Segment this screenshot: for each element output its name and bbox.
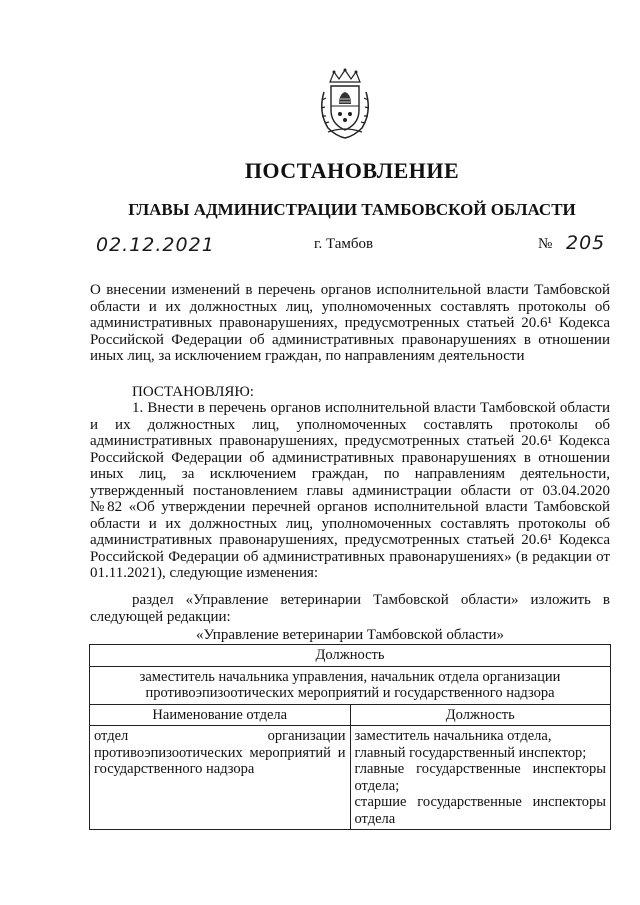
position-line: старшие государственные инспекторы отдела: [354, 794, 606, 827]
position-line: главный государственный инспектор;: [354, 744, 587, 761]
position-line: заместитель начальника отдела,: [354, 728, 552, 744]
handwritten-number: 205: [566, 232, 606, 254]
positions-table: [89, 644, 611, 830]
body-paragraph-1: 1. Внести в перечень органов исполнительной власти Тамбовской области и их должностных лиц, уполномоченных составлять протоколы об административных правонарушениях, предусмотренных статьей 20.6¹ Кодекса Российской Федерации об административных правонарушениях в отношении иных лиц, за исключением граждан, по направлениям деятельности, утвержденный постановлением главы администрации области от 03.04.2020 №82 «Об утверждении перечней органов исполнительной власти Тамбовской области и их должностных лиц, уполномоченных составлять протоколы об административных правонарушениях, предусмотренных статьей 20.6¹ Кодекса Российской Федерации об административных правонарушениях» (в редакции от 01.11.2021), следующие изменения:: [90, 400, 610, 581]
table-row: [90, 666, 611, 704]
table-col-position: Должность: [350, 704, 611, 726]
position-line: главные государственные инспекторы отдела;: [354, 761, 606, 794]
table-col-department: Наименование отдела: [90, 704, 351, 726]
number-prefix: №: [538, 236, 553, 252]
coat-of-arms-icon: [316, 68, 374, 140]
table-caption: «Управление ветеринарии Тамбовской области»: [195, 627, 505, 643]
body-paragraph-2: раздел «Управление ветеринарии Тамбовской области» изложить в следующей редакции:: [90, 592, 610, 625]
table-cell-positions: [350, 726, 611, 830]
table-row: [90, 704, 611, 726]
table-cell-department: отдел организации противоэпизоотических мероприятий и государственного надзора: [90, 726, 351, 830]
document-heading-paragraph: О внесении изменений в перечень органов исполнительной власти Тамбовской области и их должностных лиц, уполномоченных составлять протоколы об административных правонарушениях, предусмотренных статьей 20.6¹ Кодекса Российской Федерации об административных правонарушениях в отношении иных лиц, за исключением граждан, по направлениям деятельности: [90, 282, 610, 364]
table-header-position: Должность: [90, 645, 611, 667]
handwritten-date: 02.12.2021: [96, 234, 215, 256]
table-row: [90, 645, 611, 667]
document-subtitle: ГЛАВЫ АДМИНИСТРАЦИИ ТАМБОВСКОЙ ОБЛАСТИ: [128, 200, 576, 219]
city-label: г. Тамбов: [314, 236, 374, 252]
document-title: ПОСТАНОВЛЕНИЕ: [244, 158, 460, 183]
resolve-heading: ПОСТАНОВЛЯЮ:: [132, 384, 254, 400]
table-row: [90, 726, 611, 830]
table-head-position-value: заместитель начальника управления, начальник отдела организации противоэпизоотических мероприятий и государственного надзора: [90, 666, 611, 704]
